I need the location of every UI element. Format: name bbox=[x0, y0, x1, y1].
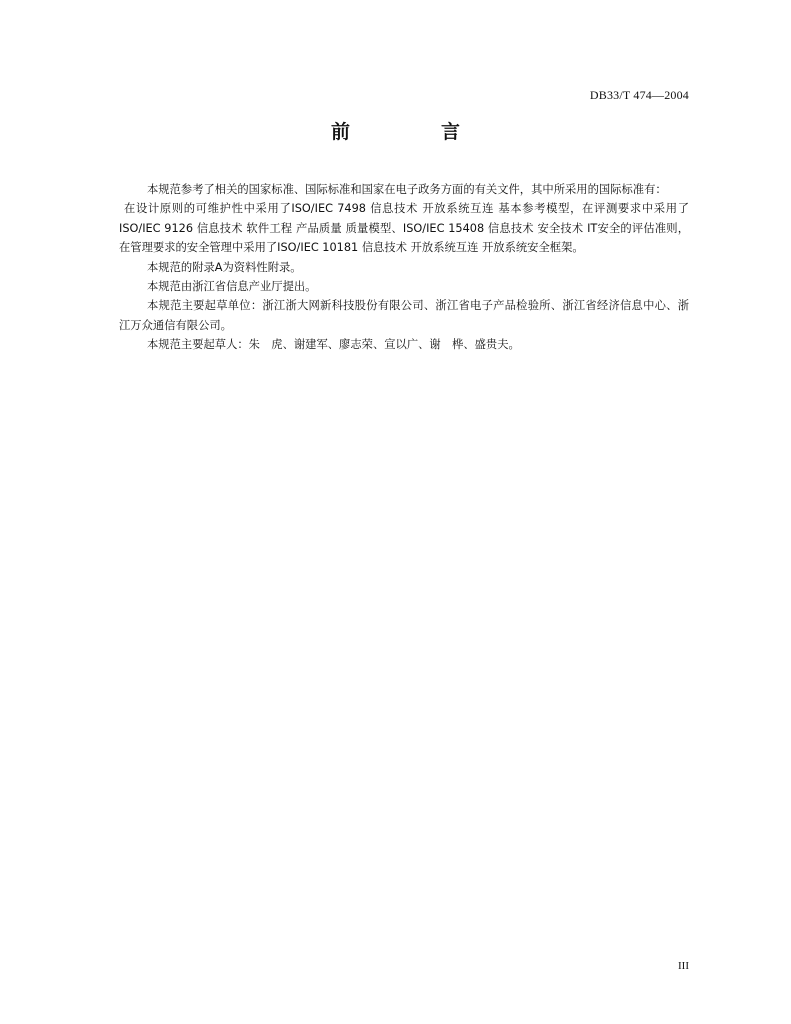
paragraph-referenced-standards: 本规范参考了相关的国家标准、国际标准和国家在电子政务方面的有关文件，其中所采用的国际标准有： bbox=[147, 183, 667, 196]
page-number: III bbox=[678, 960, 689, 972]
standard-code: DB33/T 474—2004 bbox=[589, 88, 689, 102]
paragraph-appendix: 本规范的附录A为资料性附录。 bbox=[147, 260, 302, 274]
paragraph-drafting-units: 本规范主要起草单位：浙江浙大网新科技股份有限公司、浙江省电子产品检验所、浙江省经济信息中心、浙江万众通信有限公司。 bbox=[119, 299, 689, 332]
page-title: 前 言 bbox=[330, 121, 496, 143]
paragraph-adopted-standards: 在设计原则的可维护性中采用了ISO/IEC 7498 信息技术 开放系统互连 基本参考模型，在评测要求中采用了ISO/IEC 9126 信息技术 软件工程 产品质量 质量模型、ISO/IEC 15408 信息技术 安全技术 IT安全的评估准则，在管理要求的安全管理中采用了ISO/IEC 10181 信息技术 开放系统互连 开放系统安全框架。 bbox=[119, 202, 689, 255]
paragraph-proposer: 本规范由浙江省信息产业厅提出。 bbox=[147, 280, 317, 294]
paragraph-drafters: 本规范主要起草人：朱 虎、谢建军、廖志荣、宣以广、谢 桦、盛贵夫。 bbox=[147, 338, 520, 352]
foreword-body bbox=[119, 180, 689, 355]
